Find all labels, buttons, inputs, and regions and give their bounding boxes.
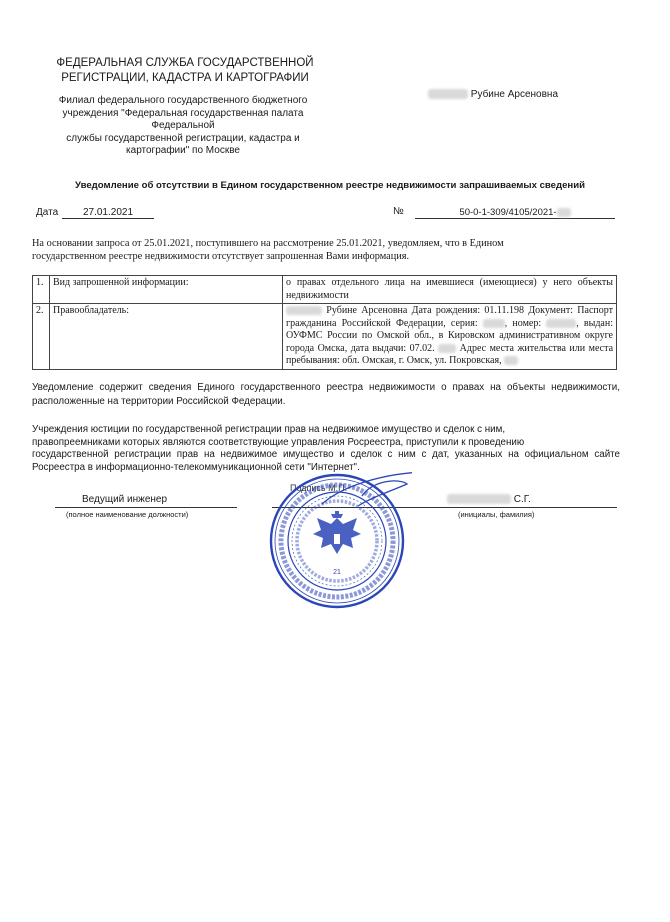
redaction (483, 319, 505, 328)
initials-text: С.Г. (513, 494, 531, 505)
justice-line-2: правопреемниками которых являются соответствующие управления Росреестра, приступили к проведению (32, 436, 525, 448)
redaction (557, 208, 571, 217)
intro-line-2: государственном реестре недвижимости отсутствует запрошенная Вами информация. (32, 251, 410, 262)
redaction (428, 89, 468, 99)
row-value: о правах отдельного лица на имевшиеся (имеющиеся) у него объекты недвижимости (283, 276, 617, 304)
branch-line-4: картографии" по Москве (126, 145, 240, 156)
document-title: Уведомление об отсутствии в Едином государственном реестре недвижимости запрашиваемых сведений (74, 180, 586, 191)
row-label: Правообладатель: (50, 304, 283, 370)
row-value (283, 304, 617, 370)
branch-line-2: учреждения "Федеральная государственная палата Федеральной (62, 107, 304, 131)
recipient-name (428, 89, 558, 100)
owner-address: Адрес места жительства или места пребывания: обл. Омская, г. Омск, ул. Покровская, (286, 342, 614, 366)
owner-issued: , выдан: ОУФМС России по Омской обл., в Кировском административном округе города Омска, дата выдачи: 07.02. (286, 317, 613, 354)
content-notice: Уведомление содержит сведения Единого государственного реестра недвижимости о правах на объекты недвижимости, расположенные на территории Российской Федерации. (32, 382, 620, 407)
signer-position: Ведущий инженер (82, 494, 168, 505)
organization-name (40, 56, 330, 86)
owner-number-label: , номер: (504, 317, 542, 329)
intro-paragraph (32, 237, 542, 263)
row-label: Вид запрошенной информации: (50, 276, 283, 304)
org-line-1: ФЕДЕРАЛЬНАЯ СЛУЖБА ГОСУДАРСТВЕННОЙ (56, 57, 314, 69)
branch-line-3: службы государственной регистрации, кадастра и (66, 132, 300, 144)
document-number (415, 207, 615, 219)
info-table (32, 275, 617, 370)
date-label: Дата (36, 207, 59, 218)
owner-name-birth: Рубине Арсеновна Дата рождения: 01.11.198 (326, 305, 525, 316)
redaction (546, 319, 576, 328)
owner-document: Документ: Паспорт гражданина Российской Федерации, серия: (286, 305, 613, 329)
justice-line-3: государственной регистрации прав на недвижимое имущество и сделок с ним с дат, указанных на официальном сайте Росреестра в информационно-телекоммуникационной сети "Интернет". (32, 449, 620, 473)
number-label: № (393, 206, 404, 217)
row-number: 1. (33, 276, 50, 304)
signer-initials (447, 494, 531, 505)
initials-underline (432, 507, 617, 508)
initials-caption: (инициалы, фамилия) (458, 510, 535, 519)
redaction (447, 494, 511, 504)
row-number: 2. (33, 304, 50, 370)
redaction (286, 306, 322, 315)
branch-name (48, 95, 318, 158)
position-underline (55, 507, 237, 508)
table-row (33, 304, 617, 370)
intro-line-1: На основании запроса от 25.01.2021, поступившего на рассмотрение 25.01.2021, уведомляем, что в Едином (32, 238, 504, 249)
seal-number: 21 (333, 569, 341, 576)
number-text: 50-0-1-309/4105/2021- (459, 207, 557, 218)
date-value: 27.01.2021 (62, 207, 154, 219)
justice-line-1: Учреждения юстиции по государственной регистрации прав на недвижимое имущество и сделок с ним, (32, 424, 506, 435)
official-seal (262, 466, 412, 616)
signature-label: Подпись М.П. (290, 483, 348, 493)
redaction (438, 344, 456, 353)
org-line-2: РЕГИСТРАЦИИ, КАДАСТРА И КАРТОГРАФИИ (61, 72, 309, 84)
table-row (33, 276, 617, 304)
position-caption: (полное наименование должности) (66, 510, 189, 519)
recipient-text: Рубине Арсеновна (470, 89, 559, 100)
redaction (504, 356, 518, 365)
branch-line-1: Филиал федерального государственного бюджетного (58, 95, 308, 106)
